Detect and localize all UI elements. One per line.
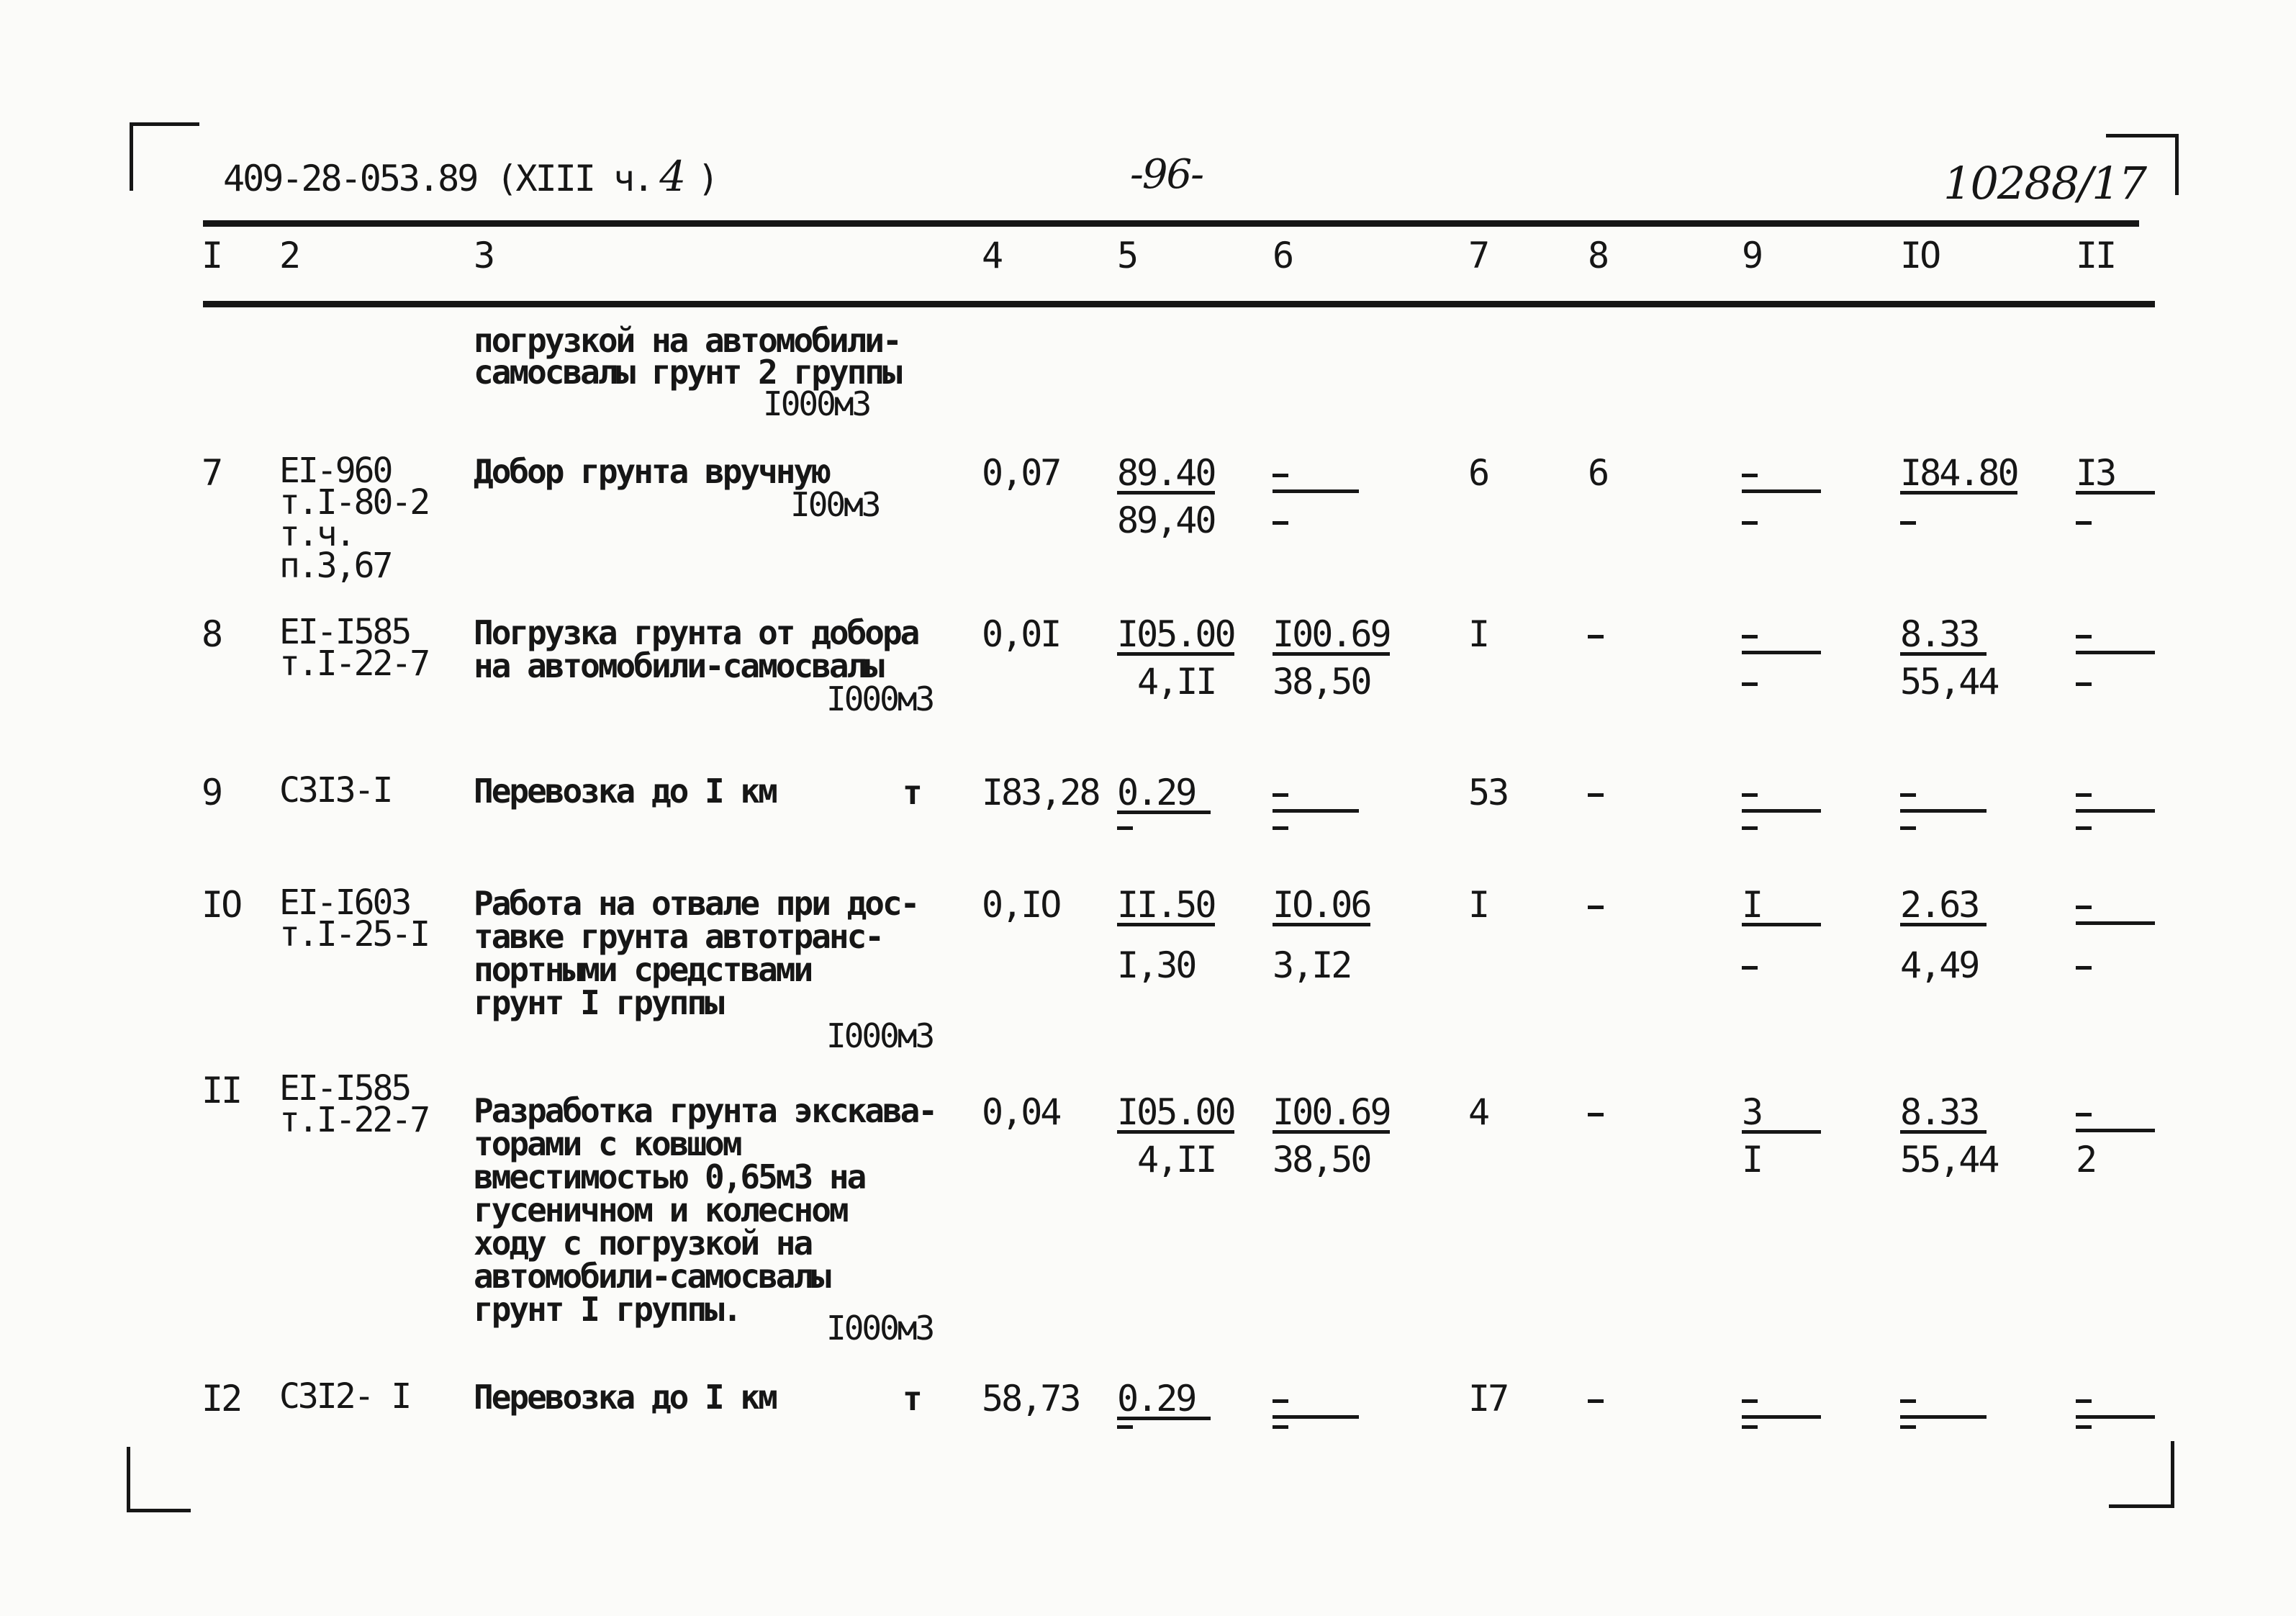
column-number-4: 4	[982, 235, 1002, 276]
norm-code-line: EI-I603	[279, 883, 410, 923]
norm-code-line: С3I2- I	[279, 1376, 410, 1417]
fraction-bar	[2076, 921, 2155, 925]
norm-code-line: т.I-80-2	[279, 482, 429, 523]
unit-of-measure: т	[903, 1379, 921, 1418]
part-number-handwritten: 4	[659, 152, 685, 201]
column-number-1: I	[202, 235, 222, 276]
cell-c5_top: 0.29	[1117, 1381, 1211, 1420]
inventory-number: 10288/17	[1943, 157, 2146, 209]
fraction-bar	[2076, 1129, 2155, 1132]
header-bottom-rule	[203, 301, 2155, 307]
cell-c6_bottom: 38,50	[1273, 661, 1370, 703]
continuation-description-line: самосвалы грунт 2 группы	[474, 353, 900, 392]
cell-c5_bottom: 4,II	[1137, 661, 1216, 703]
column-number-9: 9	[1742, 235, 1762, 276]
cell-c5_bottom: 89,40	[1117, 500, 1215, 541]
corner-mark-top-left	[130, 122, 199, 191]
quantity: 0,0I	[982, 613, 1060, 655]
cell-c9_bottom: I	[1742, 1139, 1762, 1181]
unit-of-measure: I000м3	[826, 1016, 934, 1055]
unit-of-measure: I000м3	[826, 680, 934, 718]
row-number: I2	[202, 1378, 241, 1419]
cell-c7: 4	[1468, 1091, 1488, 1133]
column-number-8: 8	[1588, 235, 1608, 276]
cell-c7: I	[1468, 613, 1488, 655]
work-description-line: грунт I группы	[474, 983, 723, 1022]
work-description-line: Добор грунта вручную	[474, 452, 829, 491]
cell-c6_top: I00.69	[1273, 1091, 1390, 1133]
unit-of-measure: т	[903, 773, 921, 812]
continuation-description-line: погрузкой на автомобили-	[474, 321, 900, 360]
fraction-bar	[2076, 651, 2155, 654]
work-description-line: Перевозка до I км	[474, 1378, 776, 1417]
cell-c6_top: IO.06	[1273, 884, 1370, 926]
cell-c5_bottom: I,30	[1117, 944, 1196, 986]
work-description-line: ходу с погрузкой на	[474, 1224, 812, 1263]
continuation-unit: I000м3	[763, 384, 870, 423]
column-number-7: 7	[1468, 235, 1488, 276]
row-number: 7	[202, 452, 222, 494]
cell-c5_top: II.50	[1117, 884, 1215, 926]
quantity: 0,04	[982, 1091, 1060, 1133]
work-description-line: на автомобили-самосвалы	[474, 646, 882, 685]
cell-c10_top: 8.33	[1900, 616, 1987, 656]
column-number-10: IO	[1900, 235, 1940, 276]
cell-c10_top: I84.80	[1900, 452, 2017, 494]
cell-c10_bottom: 55,44	[1900, 1139, 1998, 1181]
cell-c7: I	[1468, 884, 1488, 926]
cell-c11_top: I3	[2076, 455, 2155, 495]
norm-code-line: EI-I585	[279, 1068, 410, 1109]
unit-of-measure: I000м3	[826, 1309, 934, 1348]
cell-c11_bottom: 2	[2076, 1139, 2096, 1181]
norm-code-line: т.I-22-7	[279, 644, 429, 684]
row-number: II	[202, 1070, 241, 1111]
quantity: 58,73	[982, 1378, 1080, 1419]
column-number-2: 2	[279, 235, 299, 276]
cell-c9_top: 3	[1742, 1094, 1821, 1134]
corner-mark-bottom-right	[2109, 1441, 2174, 1508]
unit-of-measure: I00м3	[790, 485, 880, 524]
page-number: -96-	[1130, 151, 1203, 198]
norm-code-line: т.I-25-I	[279, 914, 429, 954]
cell-c5_top: 89.40	[1117, 452, 1215, 494]
cell-c10_bottom: 55,44	[1900, 661, 1998, 703]
quantity: 0,IO	[982, 884, 1060, 926]
cell-c6_bottom: 38,50	[1273, 1139, 1370, 1181]
norm-code-line: п.3,67	[279, 546, 392, 586]
cell-c8: 6	[1588, 452, 1608, 494]
column-number-3: 3	[474, 235, 494, 276]
work-description-line: Погрузка грунта от добора	[474, 613, 918, 652]
cell-c7: I7	[1468, 1378, 1508, 1419]
cell-c6_top: I00.69	[1273, 613, 1390, 655]
cell-c5_top: I05.00	[1117, 613, 1234, 655]
header-top-rule	[203, 220, 2139, 227]
cell-c6_bottom: 3,I2	[1273, 944, 1351, 986]
cell-c10_bottom: 4,49	[1900, 944, 1979, 986]
work-description-line: вместимостью 0,65м3 на	[474, 1157, 865, 1196]
norm-code-line: С3I3-I	[279, 770, 392, 811]
norm-code-line: т.ч.	[279, 514, 354, 554]
cell-c7: 6	[1468, 452, 1488, 494]
cell-c5_bottom: 4,II	[1137, 1139, 1216, 1181]
norm-code-line: EI-I585	[279, 612, 410, 652]
work-description-line: торами с ковшом	[474, 1124, 741, 1163]
column-number-5: 5	[1117, 235, 1137, 276]
cell-c7: 53	[1468, 772, 1508, 813]
cell-c5_top: I05.00	[1117, 1091, 1234, 1133]
row-number: 8	[202, 613, 222, 655]
work-description-line: Перевозка до I км	[474, 772, 776, 811]
work-description-line: тавке грунта автотранс-	[474, 917, 882, 956]
work-description-line: Разработка грунта экскава-	[474, 1091, 936, 1130]
cell-c10_top: 2.63	[1900, 887, 1987, 926]
cell-c9_top: I	[1742, 887, 1821, 926]
row-number: 9	[202, 772, 222, 813]
column-number-6: 6	[1273, 235, 1293, 276]
corner-mark-bottom-left	[127, 1447, 191, 1512]
work-description-line: автомобили-самосвалы	[474, 1257, 829, 1296]
fraction-bar	[1273, 489, 1359, 493]
work-description-line: портными средствами	[474, 950, 812, 989]
work-description-line: Работа на отвале при дос-	[474, 884, 918, 923]
column-number-11: II	[2076, 235, 2115, 276]
row-number: IO	[202, 884, 241, 926]
document-code: 409-28-053.89 (XIII ч. 4 )	[223, 152, 718, 201]
work-description-line: гусеничном и колесном	[474, 1191, 847, 1229]
quantity: 0,07	[982, 452, 1060, 494]
cell-c10_top: 8.33	[1900, 1094, 1987, 1134]
norm-code-line: EI-960	[279, 451, 392, 491]
norm-code-line: т.I-22-7	[279, 1100, 429, 1140]
fraction-bar	[1742, 489, 1821, 493]
quantity: I83,28	[982, 772, 1099, 813]
cell-c5_top: 0.29	[1117, 775, 1211, 814]
fraction-bar	[1742, 651, 1821, 654]
work-description-line: грунт I группы.	[474, 1290, 741, 1329]
